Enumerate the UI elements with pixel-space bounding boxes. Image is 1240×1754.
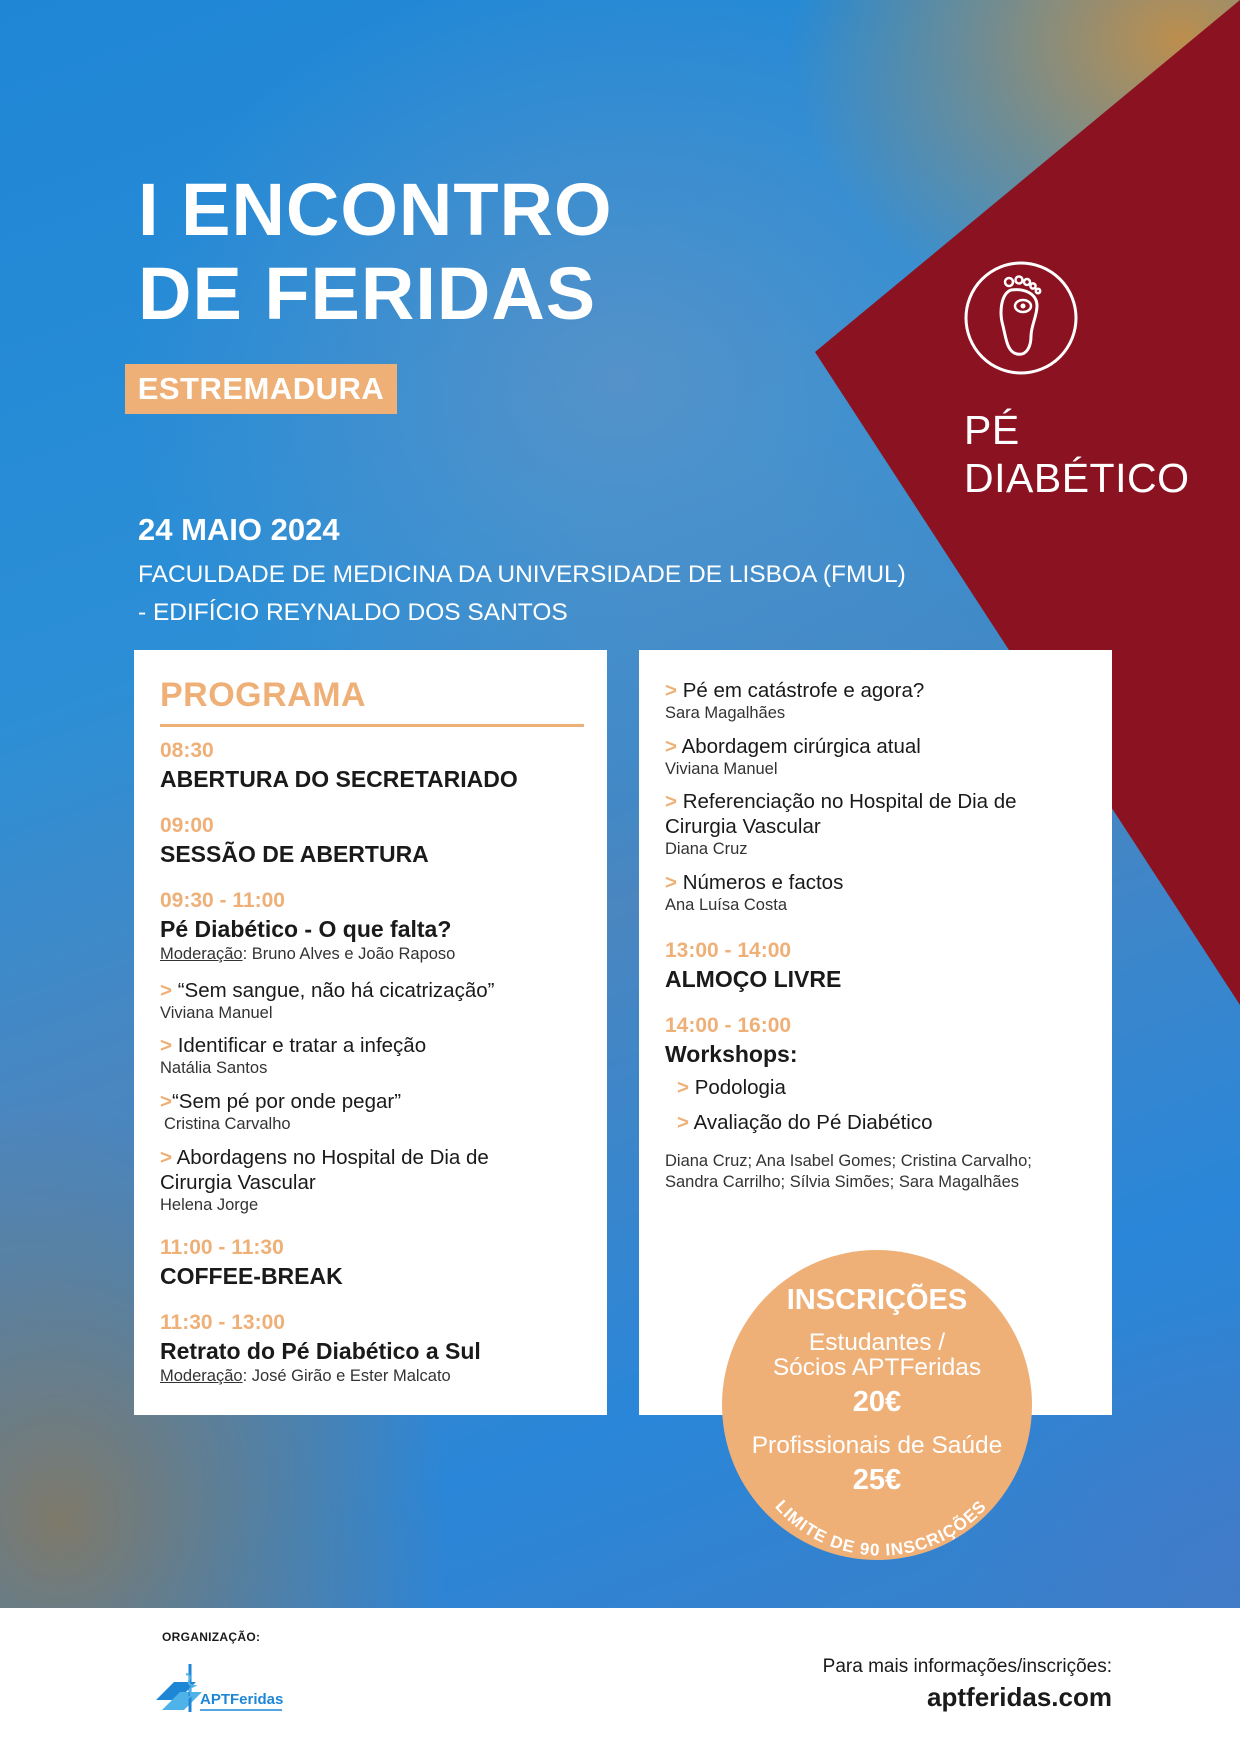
theme-line-2: DIABÉTICO [964,455,1190,501]
moderators: : Bruno Alves e João Raposo [242,945,456,963]
talk-title-text: Referenciação no Hospital de Dia de [682,790,1017,813]
talk-title [160,978,590,1003]
arrow-icon: > [665,871,677,894]
program-divider [160,724,584,727]
talk-item [160,1089,590,1134]
arrow-icon: > [160,1034,172,1057]
session-title: Pé Diabético - O que falta? [160,916,452,942]
talk-speaker: Natália Santos [160,1059,268,1077]
title-line-2: DE FERIDAS [138,252,597,335]
talk-item [160,978,590,1023]
talk-item [665,789,1095,859]
organization-label: ORGANIZAÇÃO: [162,1630,261,1644]
talk-item [665,734,1095,779]
workshop-item [665,1075,1095,1100]
session-time: 11:30 - 13:00 [160,1311,285,1334]
svg-text:LIMITE DE 90 INSCRIÇÕES [772,1496,991,1559]
talk-title-line-2: Cirurgia Vascular [160,1171,316,1194]
arrow-icon: > [160,979,172,1002]
talk-item [665,678,1095,723]
region-badge: ESTREMADURA [125,364,397,414]
workshop-item [665,1110,1095,1135]
talk-title [160,1033,590,1058]
talk-title [160,1089,590,1114]
registration-price-1: 20€ [852,1386,902,1418]
talk-item [665,870,1095,915]
session-opening [160,813,590,869]
session-title: ALMOÇO LIVRE [665,966,842,992]
talk-item [160,1033,590,1078]
arrow-icon: > [160,1146,172,1169]
talk-speaker: Helena Jorge [160,1196,259,1214]
talk-speaker: Diana Cruz [665,840,748,858]
moderation-label: Moderação [160,945,243,963]
session-time: 14:00 - 16:00 [665,1014,792,1037]
talk-title [665,734,1095,759]
session-time: 11:00 - 11:30 [160,1236,284,1259]
talk-title [665,789,1095,814]
talk-item [160,1145,590,1215]
venue-line-1: FACULDADE DE MEDICINA DA UNIVERSIDADE DE LISBOA (FMUL) [138,561,906,588]
moderation-label: Moderação [160,1367,243,1385]
arrow-icon: > [677,1111,689,1134]
talk-title-text: Pé em catástrofe e agora? [682,679,925,702]
workshop-title: Avaliação do Pé Diabético [693,1111,933,1134]
session-time: 09:00 [160,814,214,837]
session-workshops [665,1013,1095,1193]
venue-line-2: - EDIFÍCIO REYNALDO DOS SANTOS [138,599,568,626]
theme-line-1: PÉ [964,407,1020,453]
registration-limit: LIMITE DE 90 INSCRIÇÕES [771,1496,991,1560]
arrow-icon: > [665,735,677,758]
session-portrait [160,1310,590,1386]
title-line-1: I ENCONTRO [138,168,613,251]
registration-group-1-line-2: Sócios APTFeridas [772,1354,982,1381]
registration-group-2: Profissionais de Saúde [751,1432,1003,1459]
talk-title-text: “Sem sangue, não há cicatrização” [177,979,495,1002]
session-title: COFFEE-BREAK [160,1263,343,1289]
session-coffee-break [160,1235,590,1291]
event-date: 24 MAIO 2024 [138,512,340,547]
talk-speaker: Viviana Manuel [160,1004,273,1022]
registration-limit-arc [722,1250,1042,1608]
talk-speaker: Viviana Manuel [665,760,778,778]
session-title: ABERTURA DO SECRETARIADO [160,766,518,792]
session-secretariat [160,738,590,794]
theme-label [964,406,1189,502]
arrow-icon: > [677,1076,689,1099]
registration-title: INSCRIÇÕES [786,1284,968,1316]
arrow-icon: > [160,1090,172,1113]
talk-title-line-2: Cirurgia Vascular [665,815,821,838]
session-time: 08:30 [160,739,214,762]
session-lunch [665,938,1095,994]
session-title: Retrato do Pé Diabético a Sul [160,1338,481,1364]
session-diabetic-foot [160,888,590,964]
program-heading: PROGRAMA [160,676,367,714]
talk-speaker: Ana Luísa Costa [665,896,787,914]
website-link[interactable]: aptferidas.com [927,1682,1112,1712]
registration-price-2: 25€ [852,1464,902,1496]
registration-group-1-line-1: Estudantes / [808,1329,946,1356]
program-card-left [134,650,607,1415]
talk-title-text: Números e factos [682,871,844,894]
workshop-title: Podologia [694,1076,786,1099]
talk-title-text: Abordagens no Hospital de Dia de [176,1146,489,1169]
talk-title [665,870,1095,895]
session-title: SESSÃO DE ABERTURA [160,841,429,867]
talk-title [665,678,1095,703]
arrow-icon: > [665,679,677,702]
session-moderation [160,1366,590,1386]
talk-speaker: Sara Magalhães [665,704,786,722]
workshop-names-line-2: Sandra Carrilho; Sílvia Simões; Sara Magalhães [665,1173,1020,1191]
arrow-icon: > [665,790,677,813]
session-moderation [160,944,590,964]
aptferidas-logo [152,1660,292,1720]
info-label: Para mais informações/inscrições: [822,1656,1112,1677]
talk-title [160,1145,590,1170]
logo-text: APTFeridas [200,1691,284,1708]
talk-speaker: Cristina Carvalho [164,1115,291,1133]
session-time: 13:00 - 14:00 [665,939,792,962]
event-title [138,168,613,336]
session-title: Workshops: [665,1041,798,1067]
talk-title-text: “Sem pé por onde pegar” [171,1090,402,1113]
session-time: 09:30 - 11:00 [160,889,285,912]
foot-icon [963,260,1079,376]
talk-title-text: Identificar e tratar a infeção [177,1034,427,1057]
moderators: : José Girão e Ester Malcato [242,1367,451,1385]
event-venue [138,556,906,632]
talk-title-text: Abordagem cirúrgica atual [681,735,921,758]
workshop-names-line-1: Diana Cruz; Ana Isabel Gomes; Cristina Carvalho; [665,1152,1032,1170]
